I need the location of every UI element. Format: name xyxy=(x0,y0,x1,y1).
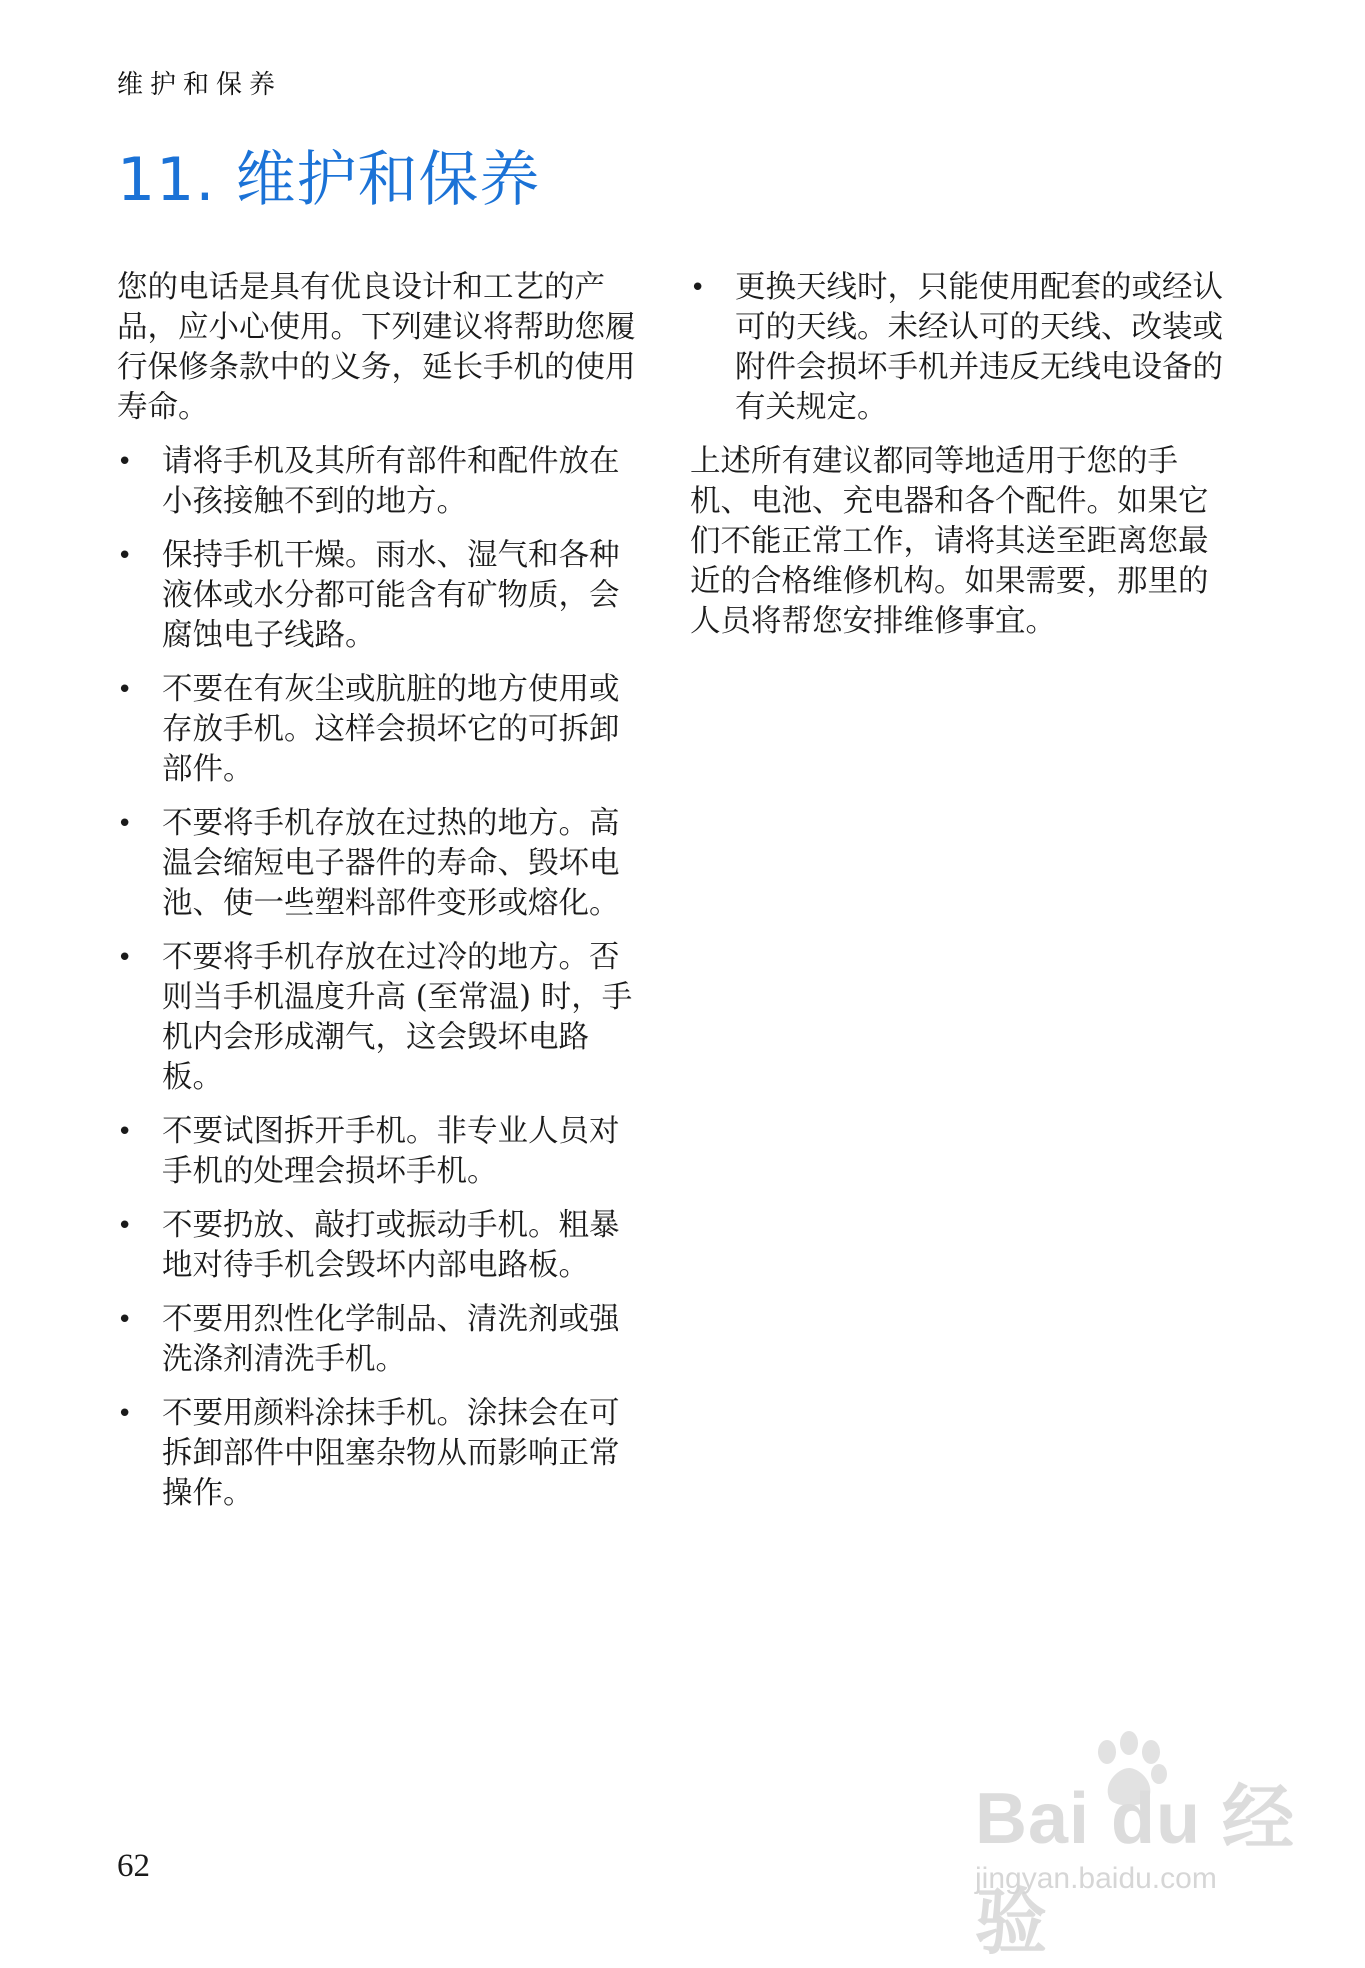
list-item xyxy=(117,442,647,522)
list-item xyxy=(690,268,1226,428)
bullet-icon: • xyxy=(117,943,133,973)
list-item xyxy=(117,1300,647,1380)
antenna-tips-list xyxy=(690,268,1226,428)
left-column xyxy=(117,268,647,1528)
list-item xyxy=(117,670,647,790)
watermark-brand: Bai du 经验 xyxy=(975,1779,1296,1963)
baidu-watermark xyxy=(975,1730,1305,1963)
list-item-text: 不要试图拆开手机。非专业人员对手机的处理会损坏手机。 xyxy=(162,1114,620,1189)
bullet-icon: • xyxy=(117,541,133,571)
care-tips-list xyxy=(117,442,647,1514)
bullet-icon: • xyxy=(117,447,133,477)
list-item-text: 不要将手机存放在过热的地方。高温会缩短电子器件的寿命、毁坏电池、使一些塑料部件变形或熔化。 xyxy=(162,806,620,921)
bullet-icon: • xyxy=(117,1117,133,1147)
running-header: 维护和保养 xyxy=(117,70,283,100)
list-item-text: 保持手机干燥。雨水、湿气和各种液体或水分都可能含有矿物质，会腐蚀电子线路。 xyxy=(162,538,620,653)
right-column xyxy=(690,268,1226,656)
list-item xyxy=(117,804,647,924)
bullet-icon: • xyxy=(117,1211,133,1241)
list-item xyxy=(117,1112,647,1192)
page-number: 62 xyxy=(117,1848,150,1884)
bullet-icon: • xyxy=(117,1399,133,1429)
list-item-text: 不要扔放、敲打或振动手机。粗暴地对待手机会毁坏内部电路板。 xyxy=(162,1208,620,1283)
list-item-text: 不要将手机存放在过冷的地方。否则当手机温度升高 (至常温) 时，手机内会形成潮气，这会毁坏电路板。 xyxy=(162,940,633,1095)
list-item-text: 不要用烈性化学制品、清洗剂或强洗涤剂清洗手机。 xyxy=(162,1302,620,1377)
list-item-text: 不要用颜料涂抹手机。涂抹会在可拆卸部件中阻塞杂物从而影响正常操作。 xyxy=(162,1396,620,1511)
list-item-text: 请将手机及其所有部件和配件放在小孩接触不到的地方。 xyxy=(162,444,620,519)
intro-paragraph: 您的电话是具有优良设计和工艺的产品，应小心使用。下列建议将帮助您履行保修条款中的义务，延长手机的使用寿命。 xyxy=(117,270,636,425)
closing-paragraph: 上述所有建议都同等地适用于您的手机、电池、充电器和各个配件。如果它们不能正常工作，请将其送至距离您最近的合格维修机构。如果需要，那里的人员将帮您安排维修事宜。 xyxy=(690,444,1209,639)
list-item xyxy=(117,1206,647,1286)
bullet-icon: • xyxy=(117,809,133,839)
list-item xyxy=(117,536,647,656)
list-item xyxy=(117,938,647,1098)
chapter-title: 11. 维护和保养 xyxy=(117,145,541,215)
list-item xyxy=(117,1394,647,1514)
list-item-text: 不要在有灰尘或肮脏的地方使用或存放手机。这样会损坏它的可拆卸部件。 xyxy=(162,672,620,787)
bullet-icon: • xyxy=(690,273,706,303)
list-item-text: 更换天线时，只能使用配套的或经认可的天线。未经认可的天线、改装或附件会损坏手机并违反无线电设备的有关规定。 xyxy=(735,270,1223,425)
bullet-icon: • xyxy=(117,675,133,705)
bullet-icon: • xyxy=(117,1305,133,1335)
watermark-url: jingyan.baidu.com xyxy=(975,1862,1217,1895)
